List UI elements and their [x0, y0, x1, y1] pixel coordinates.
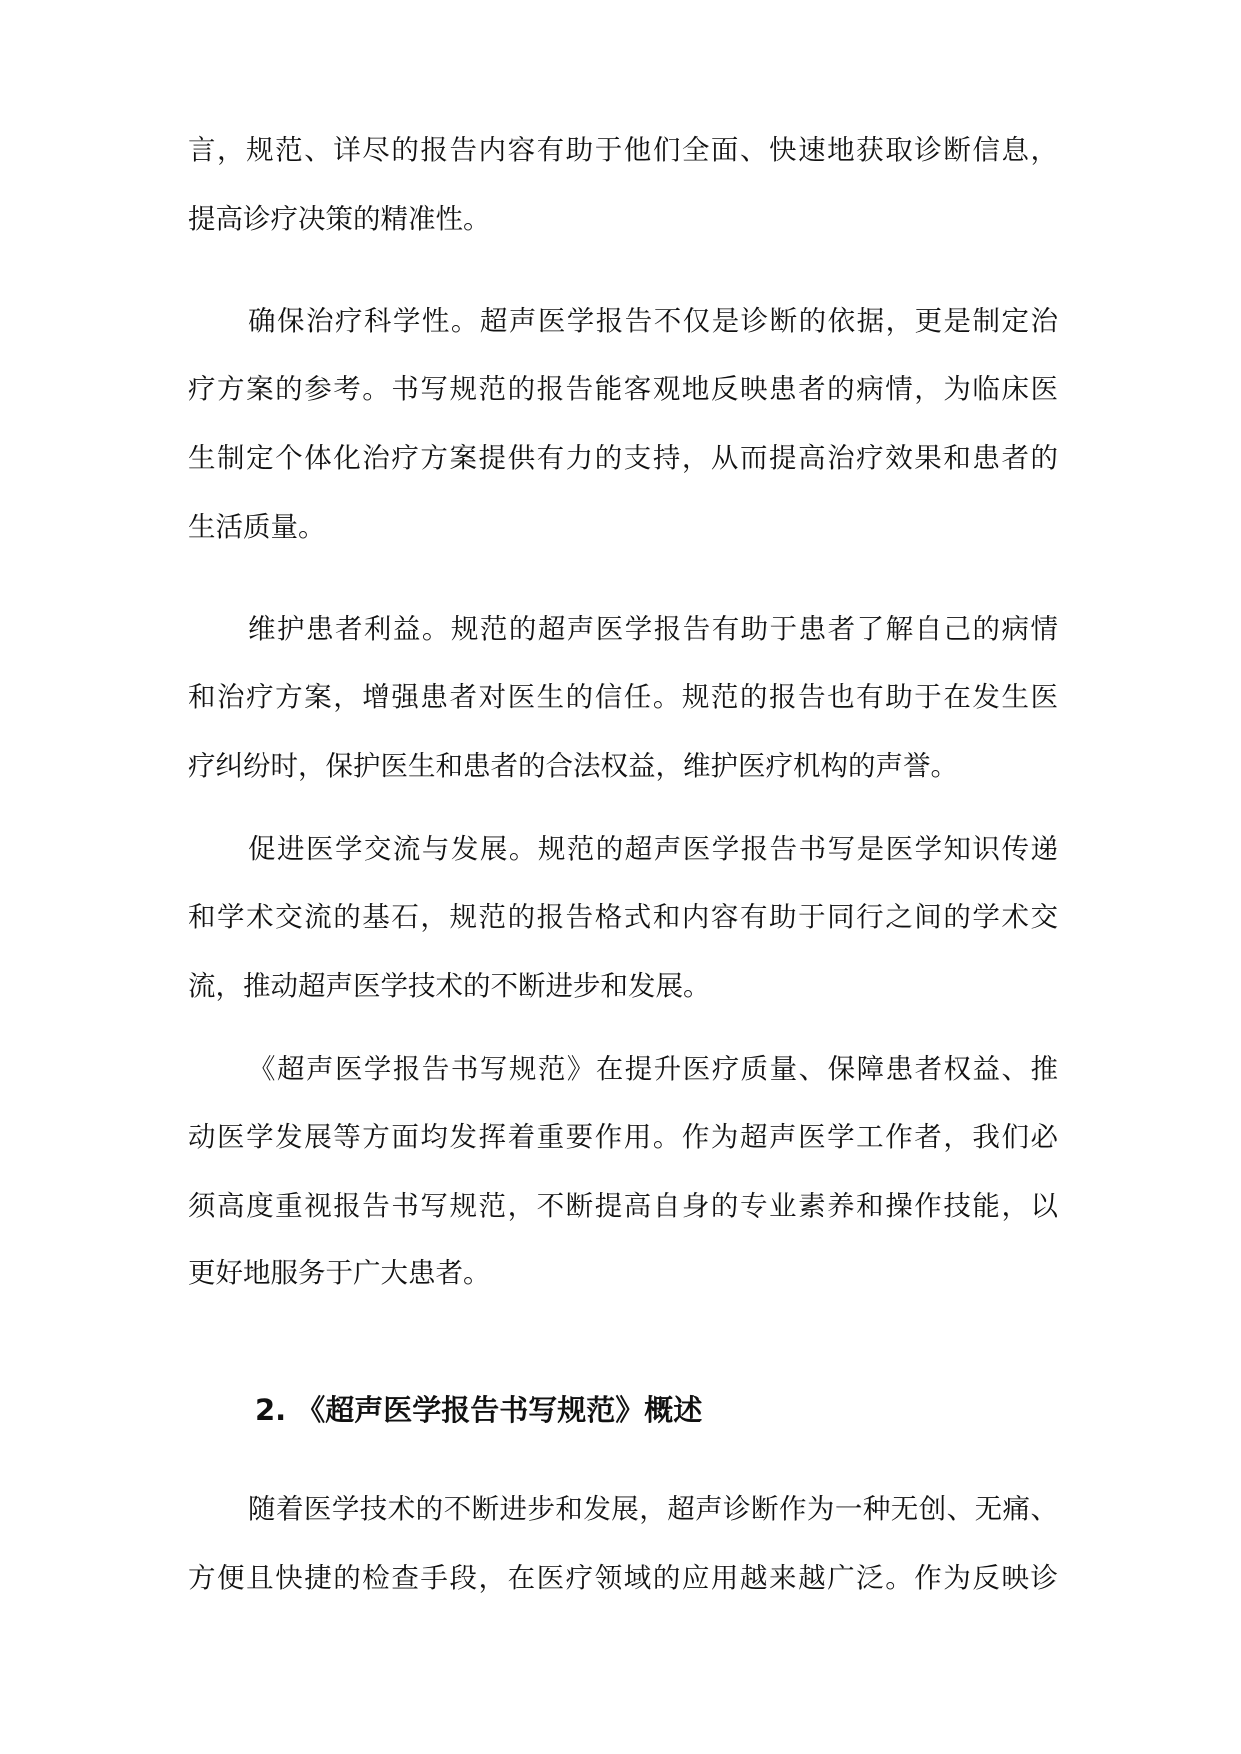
- text-line: 提高诊疗决策的精准性。: [188, 203, 491, 235]
- text-line: 和学术交流的基石，规范的报告格式和内容有助于同行之间的学术交: [188, 901, 1058, 933]
- text-line: 随着医学技术的不断进步和发展，超声诊断作为一种无创、无痛、: [248, 1493, 1058, 1525]
- text-line: 和治疗方案，增强患者对医生的信任。规范的报告也有助于在发生医: [188, 681, 1058, 713]
- text-line: 生制定个体化治疗方案提供有力的支持，从而提高治疗效果和患者的: [188, 442, 1058, 474]
- text-line: 流，推动超声医学技术的不断进步和发展。: [188, 970, 711, 1002]
- text-line: 须高度重视报告书写规范，不断提高自身的专业素养和操作技能，以: [188, 1190, 1058, 1222]
- text-line: 方便且快捷的检查手段，在医疗领域的应用越来越广泛。作为反映诊: [188, 1562, 1058, 1594]
- text-line: 《超声医学报告书写规范》在提升医疗质量、保障患者权益、推: [248, 1053, 1058, 1085]
- text-line: 动医学发展等方面均发挥着重要作用。作为超声医学工作者，我们必: [188, 1121, 1058, 1153]
- text-line: 疗纠纷时，保护医生和患者的合法权益，维护医疗机构的声誉。: [188, 750, 958, 782]
- section-heading: 2. 《超声医学报告书写规范》概述: [255, 1393, 703, 1427]
- text-line: 促进医学交流与发展。规范的超声医学报告书写是医学知识传递: [248, 833, 1058, 865]
- text-line: 更好地服务于广大患者。: [188, 1257, 491, 1289]
- text-line: 维护患者利益。规范的超声医学报告有助于患者了解自己的病情: [248, 613, 1058, 645]
- text-line: 言，规范、详尽的报告内容有助于他们全面、快速地获取诊断信息，: [188, 134, 1058, 166]
- text-line: 确保治疗科学性。超声医学报告不仅是诊断的依据，更是制定治: [248, 305, 1058, 337]
- text-line: 疗方案的参考。书写规范的报告能客观地反映患者的病情，为临床医: [188, 373, 1058, 405]
- text-line: 生活质量。: [188, 511, 326, 543]
